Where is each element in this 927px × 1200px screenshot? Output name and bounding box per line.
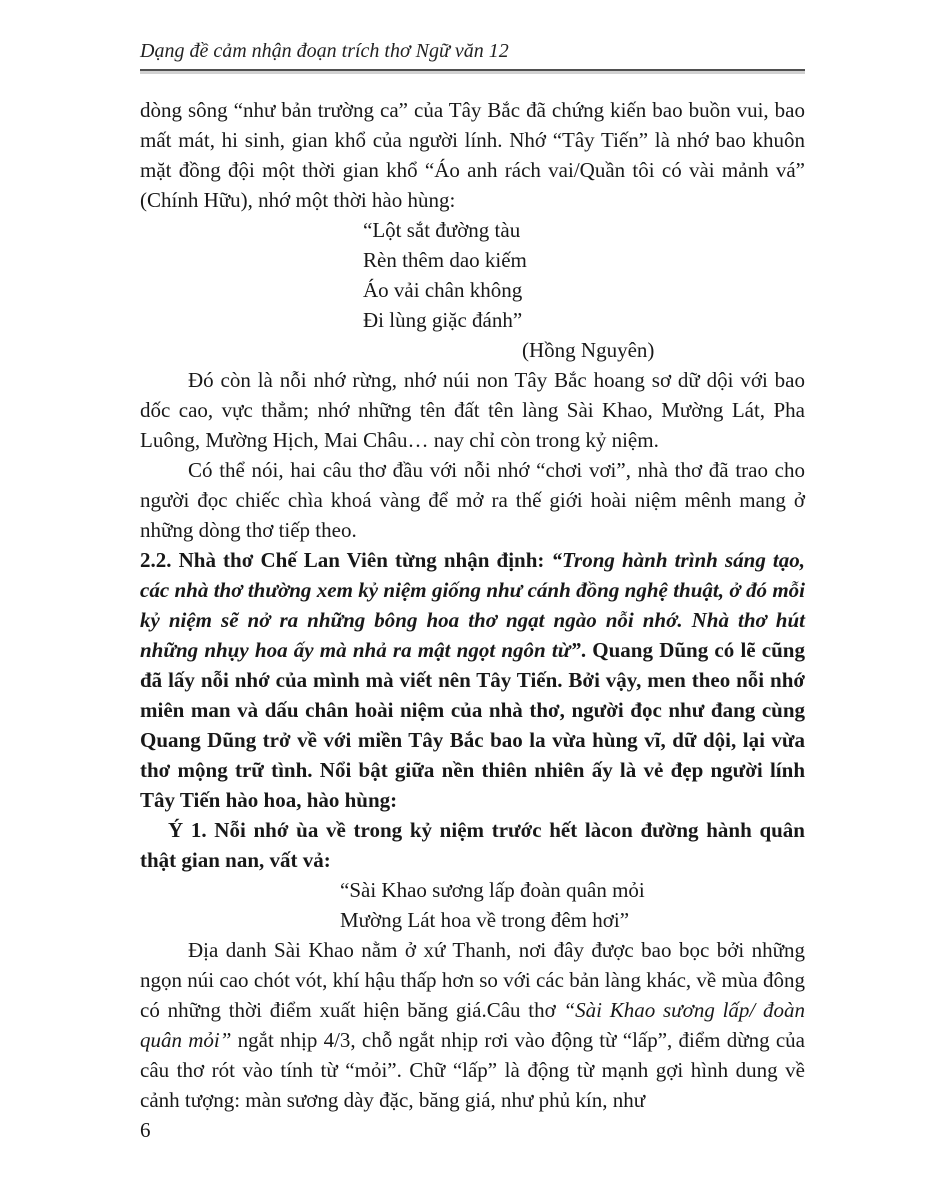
page-body bbox=[140, 95, 805, 1145]
poem-line-4: Đi lùng giặc đánh” bbox=[363, 308, 523, 332]
paragraph-section-2-2 bbox=[140, 545, 805, 815]
poem-attribution: (Hồng Nguyên) bbox=[522, 338, 655, 362]
running-header bbox=[140, 38, 805, 71]
page-number: 6 bbox=[140, 1118, 151, 1142]
poem-quote-hong-nguyen bbox=[363, 215, 805, 335]
poem-line-1: “Sài Khao sương lấp đoàn quân mỏi bbox=[340, 878, 645, 902]
sai-khao-analysis-lead: Địa danh Sài Khao nằm ở xứ Thanh, nơi đây được bao bọc bởi những ngọn núi cao chót vót, khí hậu thấp hơn so với các bản làng khác, về mùa đông có những thời điểm xuất hiện băng giá.Câu thơ bbox=[140, 938, 805, 1022]
section-2-2-rest: . Quang Dũng có lẽ cũng đã lấy nỗi nhớ của mình mà viết nên Tây Tiến. Bởi vậy, men theo nỗi nhớ miên man và dấu chân hoài niệm của nhà thơ, người đọc như đang cùng Quang Dũng trở về với miền Tây Bắc bao la vừa hùng vĩ, dữ dội, lại vừa thơ mộng trữ tình. Nổi bật giữa nền thiên nhiên ấy là vẻ đẹp người lính Tây Tiến hào hoa, hào hùng: bbox=[140, 638, 805, 812]
paragraph-noi-nho-rung: Đó còn là nỗi nhớ rừng, nhớ núi non Tây Bắc hoang sơ dữ dội với bao dốc cao, vực thẳm; nhớ những tên đất tên làng Sài Khao, Mường Lát, Pha Luông, Mường Hịch, Mai Châu… nay chỉ còn trong kỷ niệm. bbox=[140, 368, 805, 452]
paragraph-idea-1-heading: Ý 1. Nỗi nhớ ùa về trong kỷ niệm trước hết làcon đường hành quân thật gian nan, vất vả: bbox=[140, 818, 805, 872]
running-header-title: Dạng đề cảm nhận đoạn trích thơ Ngữ văn 12 bbox=[140, 40, 509, 62]
poem-line-1: “Lột sắt đường tàu bbox=[363, 218, 521, 242]
paragraph-chia-khoa-vang: Có thể nói, hai câu thơ đầu với nỗi nhớ “chơi vơi”, nhà thơ đã trao cho người đọc chiếc chìa khoá vàng để mở ra thế giới hoài niệm mênh mang ở những dòng thơ tiếp theo. bbox=[140, 458, 805, 542]
poem-line-3: Áo vải chân không bbox=[363, 278, 523, 302]
poem-line-2: Rèn thêm dao kiếm bbox=[363, 248, 527, 272]
paragraph-sai-khao-analysis bbox=[140, 935, 805, 1115]
che-lan-vien-quote: “Trong hành trình sáng tạo, các nhà thơ thường xem kỷ niệm giống như cánh đồng nghệ thuật, ở đó mỗi kỷ niệm sẽ nở ra những bông hoa thơ ngạt ngào nỗi nhớ. Nhà thơ hút những nhụy hoa ấy mà nhả ra mật ngọt ngôn từ” bbox=[140, 548, 806, 662]
poem-quote-sai-khao bbox=[340, 875, 805, 935]
poem-line-2: Mường Lát hoa về trong đêm hơi” bbox=[340, 908, 630, 932]
section-2-2-lead: 2.2. Nhà thơ Chế Lan Viên từng nhận định: bbox=[140, 548, 552, 572]
sai-khao-analysis-rest: ngắt nhịp 4/3, chỗ ngắt nhịp rơi vào động từ “lấp”, điểm dừng của câu thơ rót vào tính từ “mỏi”. Chữ “lấp” là động từ mạnh gợi hình dung về cảnh tượng: màn sương dày đặc, băng giá, như phủ kín, như bbox=[140, 1028, 805, 1112]
paragraph-continuation: dòng sông “như bản trường ca” của Tây Bắc đã chứng kiến bao buồn vui, bao mất mát, hi sinh, gian khổ của người lính. Nhớ “Tây Tiến” là nhớ bao khuôn mặt đồng đội một thời gian khổ “Áo anh rách vai/Quần tôi có vài mảnh vá” (Chính Hữu), nhớ một thời hào hùng: bbox=[140, 98, 805, 212]
sai-khao-verse-quote: “Sài Khao sương lấp/ đoàn quân mỏi” bbox=[140, 998, 805, 1052]
